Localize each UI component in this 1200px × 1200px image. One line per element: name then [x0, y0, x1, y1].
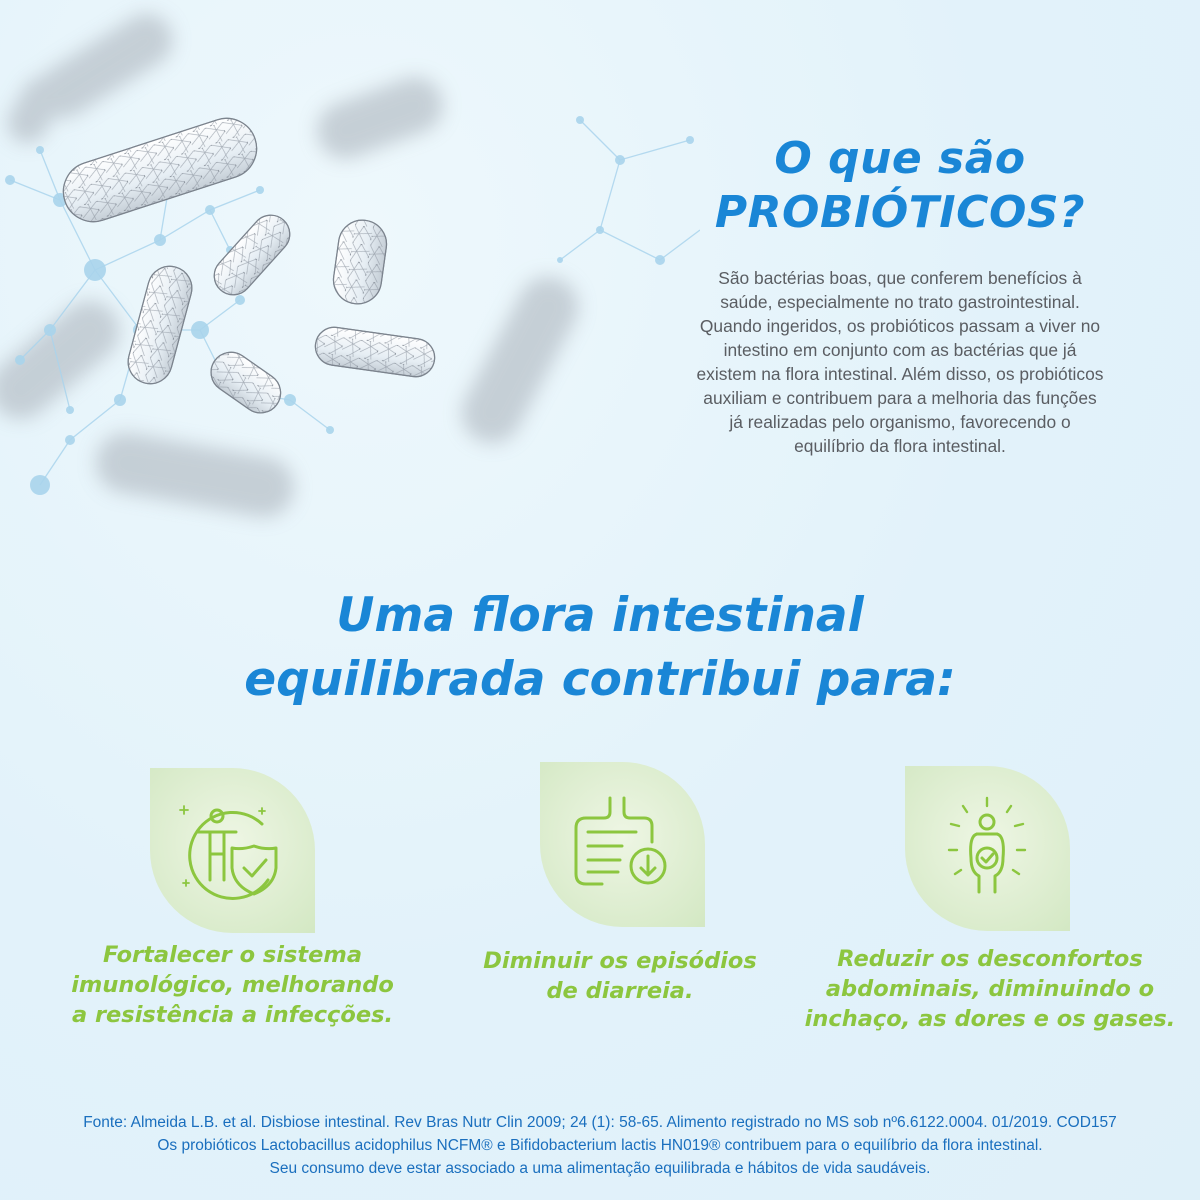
- footer-line: Os probióticos Lactobacillus acidophilus NCFM® e Bifidobacterium lactis HN019® contribuem para o equilíbrio da flora intestinal.: [157, 1137, 1043, 1154]
- section-title-line-1: Uma flora intestinal: [336, 588, 864, 643]
- benefit-leaf: [540, 762, 705, 927]
- benefit-line: Fortalecer o sistema: [102, 942, 363, 968]
- benefit-line: de diarreia.: [546, 978, 694, 1004]
- footer-line: Seu consumo deve estar associado a uma alimentação equilibrada e hábitos de vida saudáveis.: [269, 1160, 931, 1177]
- benefit-line: imunológico, melhorando: [71, 972, 394, 998]
- benefit-leaf: [905, 766, 1070, 931]
- benefit-leaf: [150, 768, 315, 933]
- abdomen-relief-icon: [905, 766, 1070, 931]
- footer-line: Fonte: Almeida L.B. et al. Disbiose intestinal. Rev Bras Nutr Clin 2009; 24 (1): 58-65. Alimento registrado no MS sob nº6.6122.0004. 01/2019. COD157: [83, 1114, 1117, 1131]
- title-line-2: PROBIÓTICOS?: [714, 187, 1086, 238]
- description-line: intestino em conjunto com as bactérias que já: [723, 340, 1077, 360]
- immune-shield-icon: [150, 768, 315, 933]
- bacteria-illustration: [0, 0, 700, 560]
- description-line: existem na flora intestinal. Além disso, os probióticos: [696, 364, 1104, 384]
- description-line: saúde, especialmente no trato gastrointestinal.: [720, 292, 1080, 312]
- mesh-bacteria: [56, 111, 437, 421]
- description-line: auxiliam e contribuem para a melhoria das funções: [703, 388, 1097, 408]
- benefits-list: [0, 760, 1200, 1060]
- intestine-down-arrow-icon: [540, 762, 705, 927]
- description-line: São bactérias boas, que conferem benefícios à: [718, 268, 1082, 288]
- footer-notes: [20, 1111, 1180, 1180]
- description: [655, 266, 1145, 458]
- benefit-line: a resistência a infecções.: [71, 1002, 394, 1028]
- page-title: [700, 132, 1100, 240]
- benefit-line: Diminuir os episódios: [483, 948, 757, 974]
- benefit-line: abdominais, diminuindo o: [825, 976, 1155, 1002]
- title-line-1: O que são: [774, 133, 1026, 184]
- description-line: equilíbrio da flora intestinal.: [794, 436, 1006, 456]
- section-title: [170, 584, 1030, 712]
- benefit-line: inchaço, as dores e os gases.: [804, 1006, 1176, 1032]
- section-title-line-2: equilibrada contribui para:: [244, 652, 956, 707]
- benefit-caption: [60, 940, 405, 1030]
- description-line: Quando ingeridos, os probióticos passam a viver no: [699, 316, 1101, 336]
- description-line: já realizadas pelo organismo, favorecendo o: [729, 412, 1071, 432]
- benefit-caption: [460, 946, 780, 1006]
- benefit-caption: [800, 944, 1180, 1034]
- benefit-line: Reduzir os desconfortos: [837, 946, 1143, 972]
